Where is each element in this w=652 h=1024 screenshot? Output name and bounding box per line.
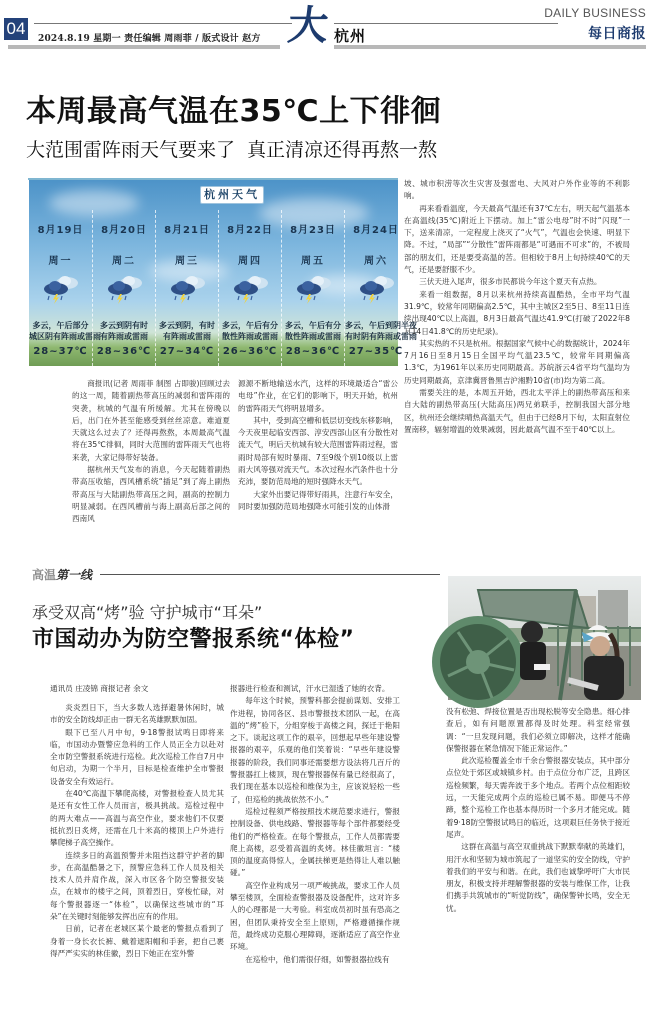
paragraph: 在巡检中，他们需很仔细，如警报器拉线有 bbox=[245, 954, 390, 964]
forecast-description-line: 散性阵雨或雷雨 bbox=[222, 332, 278, 341]
paragraph: 三伏天进入尾声，很多市民都说今年这个夏天有点热。 bbox=[419, 277, 602, 287]
paragraph: 其实热的不只是杭州。根据国家气候中心的数据统计，2024年7月16日至8月15日全国平均气温23.5℃，较常年同期偏高1.3℃，为1961年以来历史同期最高。苏皖浙云4省平均气温均为历史同期最高，京津冀晋鲁黑吉沪湘黔10省(市)均为第二高。 bbox=[404, 338, 630, 385]
forecast-description bbox=[93, 320, 155, 342]
thunderstorm-cloud-icon bbox=[107, 274, 143, 304]
forecast-day bbox=[218, 210, 281, 366]
article-column bbox=[404, 178, 630, 436]
paragraph: 此次巡检覆盖全市千余台警报器安装点，其中部分点位处于郊区或城镇乡村。由于点位分布广泛，且跨区巡检频繁，每天需奔波于多个地点。若两个点位相距较远，一天能完成两个点的巡检已属不易。即便马不停蹄，整个巡检工作也基本得历时一个多月才能完成。随着9·18防空警报试鸣日的临近，这项艰巨任务快于接近尾声。 bbox=[446, 756, 630, 839]
brand-chinese: 每日商报 bbox=[588, 26, 646, 42]
article-column bbox=[72, 378, 230, 526]
section-rule bbox=[100, 574, 440, 575]
forecast-description bbox=[219, 320, 281, 342]
forecast-day bbox=[29, 210, 101, 366]
forecast-date: 8月21日 bbox=[164, 225, 210, 236]
forecast-description-line: 多云，午后到阴半夜 bbox=[345, 321, 417, 330]
subheadline-part: 大范围雷阵雨天气要来了 bbox=[26, 139, 236, 161]
paragraph: 需要关注的是，本周五开始，西北太平洋上的副热带高压和来自大陆的副热带高压(大陆高压)两兄弟联手，控制我国大部分地区，杭州还会继续晴热高温天气，但由于已经8月下旬，太阳直射位置南移，辐射增温的效果减弱，因此最高气温不至于40℃以上。 bbox=[404, 388, 630, 434]
forecast-description-line: 多云到阴，有时 bbox=[159, 321, 215, 330]
thunderstorm-cloud-icon bbox=[233, 274, 269, 304]
article-column bbox=[238, 378, 398, 513]
paragraph: 在40℃高温下攀爬高楼，对警报检查人员尤其是还有女性工作人员而言，极具挑战。巡检过程中的两大难点——高温与高空作业，要求他们不仅要抵抗烈日炙烤，还需在几十米高的楼顶上户外进行攀爬梯子高空操作。 bbox=[50, 789, 224, 848]
article-kicker: 承受双高“烤”验 守护城市“耳朵” bbox=[32, 603, 263, 622]
forecast-temperature: 28~37℃ bbox=[33, 346, 88, 357]
weather-title: 杭州天气 bbox=[200, 186, 264, 204]
paragraph: 每年这个时候，预警科都会提前谋划、安排工作进程，协同各区、县市警报技术团队一起，在高温的“烤”验下，分组穿梭于高楼之间，探迁于艳阳之下。谈起这项工作的艰辛，回想起早些年建设警报器的艰辛，乐观的他们笑着说：“早些年建设警报器的阶段，我们同事还需要想方设法将几百斤的警报器扛上楼顶，现在警报器保有量已经很高了，我们现在基本以巡检和维保为主，应该说轻松一些了，但巡检的挑战依然不小。” bbox=[230, 696, 400, 804]
article-column bbox=[50, 702, 224, 960]
forecast-description bbox=[282, 320, 344, 342]
forecast-date: 8月23日 bbox=[290, 225, 336, 236]
forecast-weekday: 周五 bbox=[301, 256, 325, 267]
masthead-rule bbox=[34, 23, 292, 24]
paragraph: 巡检过程须严格按照技术规范要求进行，警报控制设备、供电线路、警报器等每个部件都要经受他们的严格检查。在每个警报点，工作人员都需要爬上高楼，忍受着高温的炙烤。林佳徽坦言：“楼顶的温度高得惊人，金属扶梯更是热得让人难以触碰。” bbox=[230, 806, 400, 878]
paragraph: 炎炎烈日下，当大多数人选择避暑休闲时，城市的安全防线却正由一群无名英雄默默加固。 bbox=[50, 703, 224, 725]
byline: 通讯员 庄凌锦 商报记者 余文 bbox=[50, 684, 149, 693]
forecast-description-line: 多云到阴有时 bbox=[100, 321, 148, 330]
forecast-weekday: 周三 bbox=[175, 256, 199, 267]
article-headline: 本周最高气温在35℃上下徘徊 bbox=[26, 94, 442, 129]
paragraph: 这群在高温与高空双重挑战下默默奉献的英雄们，用汗水和坚韧为城市筑起了一道坚实的安全防线，守护着我们的平安与和谐。在此，我们也诚挚呼吁广大市民朋友，积极支持并理解警报器的安装与维保工作，让我们携手共筑城市的“听觉防线”，确保警钟长鸣，安全无忧。 bbox=[446, 842, 630, 913]
masthead-rule bbox=[334, 23, 558, 24]
forecast-day bbox=[92, 210, 155, 366]
forecast-date: 8月24日 bbox=[353, 225, 399, 236]
forecast-date: 8月22日 bbox=[227, 225, 273, 236]
issue-meta: 2024.8.19 星期一 责任编辑 周雨菲 / 版式设计 赵方 bbox=[38, 34, 261, 44]
paragraph: 日前，记者在老城区某个最老的警报点看到了身着一身长衣长裤、戴着遮阳帽和手套，把自己裹得严严实实的林佳徽，烈日下她正在室外警 bbox=[50, 924, 224, 958]
forecast-description bbox=[345, 320, 417, 342]
forecast-date: 8月20日 bbox=[101, 225, 147, 236]
forecast-description-line: 多云，午后有分 bbox=[285, 321, 341, 330]
forecast-description-line: 多云，午后部分 bbox=[32, 321, 89, 330]
paragraph: 坡、城市积涝等次生灾害及强雷电、大风对户外作业等的不利影响。 bbox=[404, 179, 630, 201]
news-photo bbox=[448, 576, 641, 700]
forecast-date: 8月19日 bbox=[37, 225, 84, 236]
forecast-temperature: 27~34℃ bbox=[159, 346, 215, 357]
forecast-weekday: 周一 bbox=[48, 256, 73, 267]
forecast-description-line: 有阵雨或雷雨 bbox=[163, 332, 211, 341]
forecast-temperature: 28~36℃ bbox=[96, 346, 152, 357]
masthead-bar bbox=[8, 45, 280, 49]
forecast-weekday: 周六 bbox=[364, 256, 388, 267]
thunderstorm-cloud-icon bbox=[359, 274, 395, 304]
page-number: 04 bbox=[4, 18, 28, 40]
weather-forecast-graphic bbox=[29, 180, 417, 366]
forecast-weekday: 周二 bbox=[112, 256, 136, 267]
paragraph: 眼下已至八月中旬，9·18警报试鸣日即将来临，市国动办暨警应急科的工作人员正全力以赴对全市防空警报系统进行巡检。此次巡检工作自7月中旬启动，为期一个半月，目标是检查维护全市警报设备安全有效运行。 bbox=[50, 727, 224, 786]
masthead bbox=[0, 0, 652, 56]
photo-siren-inspection-icon bbox=[448, 576, 641, 700]
forecast-temperature: 26~36℃ bbox=[222, 346, 278, 357]
forecast-weekday: 周四 bbox=[238, 256, 262, 267]
section-label bbox=[32, 566, 92, 583]
paragraph: 其中，受到高空槽和低层切变线东移影响，今天夜里起临安西部、淳安西部山区有分散性对流天气，明后天杭城有较大范围雷阵雨过程，雷雨时局部有短时暴雨、7至9级个别10级以上雷雨大风等强对流天气。本次过程水汽条件也十分充沛，要防范局地的短时强降水天气。 bbox=[238, 415, 398, 487]
forecast-day bbox=[344, 210, 417, 366]
forecast-description-line: 有时阴有阵雨或雷雨 bbox=[345, 332, 417, 341]
forecast-description-line: 散性阵雨或雷雨 bbox=[285, 332, 341, 341]
paragraph: 再来看看温度，今天最高气温还有37℃左右，明天起气温基本在高温线(35℃)附近上下摆动。加上“雷公电母”时不时“闪现”一下，送来清凉，一定程度上浇灭了“火气”，气温也会快速、明显下降。不过，“局部”“分散性”雷阵雨都是“可遇而不可求”的，不被局部的朋友们，还是要受高温的苦。但相较于8月上旬持续40℃的天气，还是要舒服不少。 bbox=[404, 203, 630, 275]
section-logo: 大 bbox=[285, 2, 331, 49]
paragraph: 没有松弛、焊接位置是否出现松脱等安全隐患。细心排查后，如有问题原置都得及时处理。科室经常强调：“一旦发现问题，我们必须立即解决，这样才能确保警报器在紧急情况下能正常运作。” bbox=[446, 707, 630, 753]
forecast-description bbox=[156, 320, 218, 342]
paragraph: 报器进行检查和测试，汗水已湿透了她的衣背。 bbox=[230, 684, 390, 693]
thunderstorm-cloud-icon bbox=[170, 274, 206, 304]
thunderstorm-cloud-icon bbox=[296, 274, 332, 304]
forecast-description-line: 有阵雨或雷雨 bbox=[100, 332, 148, 341]
paragraph: 连续多日的高温预警并未阻挡这群守护者的脚步，在高温酷暑之下，预警应急科工作人员及相关技术人员并肩作战，深入市区各个防空警报安装点，在城市的楼宇之间，顶着烈日，穿梭忙碌，对每个警报器逐一“体检”，以确保这些城市的“耳朵”在关键时刻能够发挥出应有的作用。 bbox=[50, 850, 224, 922]
forecast-temperature: 28~36℃ bbox=[285, 346, 341, 357]
article-subheadline bbox=[26, 138, 437, 162]
forecast-day bbox=[281, 210, 344, 366]
paragraph: 大家外出要记得带好雨具，注意行车安全，同时要加强防范局地强降水可能引发的山体滑 bbox=[238, 489, 398, 511]
article-headline: 市国动办为防空警报系统“体检” bbox=[32, 627, 355, 652]
paragraph: 商报讯(记者 周雨菲 制图 占即骏)回顾过去的这一周，随着副热带高压的减弱和雷阵雨的突袭，杭城的气温有所缓解。尤其在傍晚以后，出门在外甚至能感受到丝丝凉意。难道夏天就这么过去了？还得再熬熬，本周最高气温将在35℃徘徊，同时大范围的雷阵雨天气也将来袭，大家记得带好装备。 bbox=[72, 379, 230, 462]
forecast-temperature: 27~35℃ bbox=[348, 346, 404, 357]
article-column bbox=[230, 683, 400, 966]
paragraph: 源源不断地输送水汽，这样的环境最适合“雷公电母”作业，在它们的影响下，明天开始，杭州的雷阵雨天气将明显增多。 bbox=[238, 379, 398, 413]
paragraph: 高空作业构成另一项严峻挑战，要求工作人员攀至楼顶，全面检查警报器及设备配件，这对许多人的心理都是一大考验。科室成员初时虽有恐高之困，但团队秉持安全至上原则，严格遵循操作规范，最终成功克服心理障碍，逐渐适应了高空作业环境。 bbox=[230, 880, 400, 952]
paragraph: 据杭州天气发布的消息，今天起随着副热带高压收缩，西风槽系统“插足”到了海上副热带高压与大陆副热带高压之间，副高的控制力明显减弱。在西风槽前与海上副高后部之间的西南风 bbox=[72, 465, 230, 524]
thunderstorm-cloud-icon bbox=[43, 274, 79, 304]
forecast-description-line: 城区阴有阵雨或雷雨 bbox=[29, 332, 101, 341]
section-city: 杭州 bbox=[334, 27, 367, 45]
paragraph: 来看一组数据，8月以来杭州持续高温酷热，全市平均气温31.9℃，较常年同期偏高2.5℃，其中主城区2至5日、8至11日连续出现40℃以上高温，8月3日最高气温达41.9℃(打破了2022年8月14日41.8℃的历史纪录)。 bbox=[404, 289, 630, 336]
section-label-accent: 第一线 bbox=[56, 568, 93, 582]
forecast-description-line: 多云，午后有分 bbox=[222, 321, 278, 330]
section-label-text: 高温 bbox=[32, 568, 57, 582]
masthead-bar bbox=[334, 45, 646, 49]
brand-english: DAILY BUSINESS bbox=[544, 6, 646, 20]
subheadline-part: 真正清凉还得再熬一熬 bbox=[247, 139, 438, 161]
article-column bbox=[446, 706, 630, 915]
forecast-description bbox=[29, 320, 101, 342]
forecast-day bbox=[155, 210, 218, 366]
